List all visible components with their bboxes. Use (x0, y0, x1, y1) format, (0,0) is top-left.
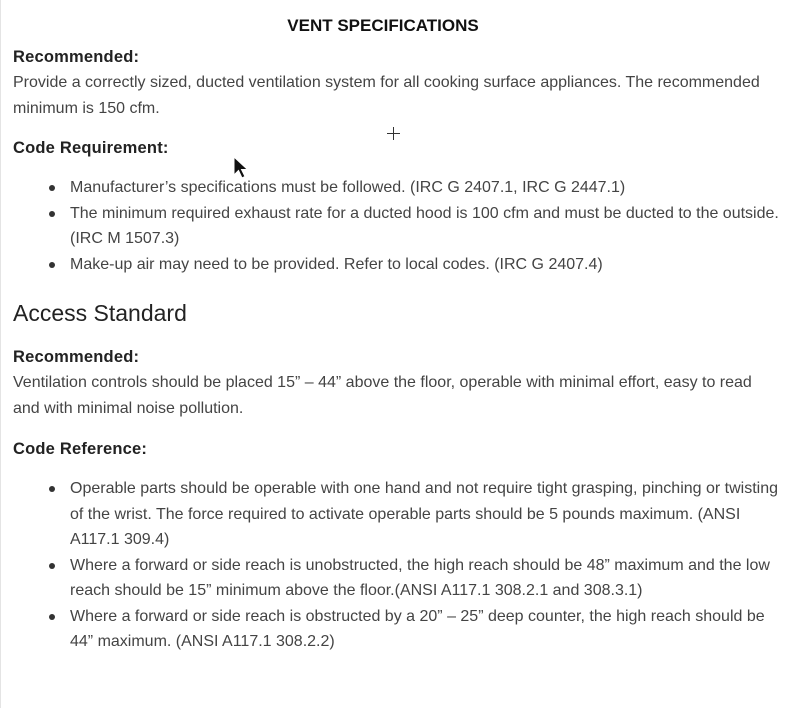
code-reference-label: Code Reference: (13, 440, 148, 458)
code-requirement-label: Code Requirement: (13, 139, 169, 157)
list-item: Make-up air may need to be provided. Refer to local codes. (IRC G 2407.4) (13, 252, 781, 278)
recommended-label: Recommended: (13, 48, 140, 66)
list-item: Manufacturer’s specifications must be followed. (IRC G 2407.1, IRC G 2447.1) (13, 175, 781, 201)
recommended-text: Ventilation controls should be placed 15” – 44” above the floor, operable with minimal effort, easy to read and with minimal noise pollution. (13, 374, 752, 417)
bullet-icon (49, 563, 55, 569)
page-title: VENT SPECIFICATIONS (287, 16, 479, 35)
list-item: Operable parts should be operable with one hand and not require tight grasping, pinching or twisting of the wrist. The force required to activate operable parts should be 5 pounds maximum. (ANSI A117.1 309.4) (13, 476, 781, 553)
bullet-icon (49, 262, 55, 268)
left-border (0, 0, 1, 708)
list-item: The minimum required exhaust rate for a ducted hood is 100 cfm and must be ducted to the outside. (IRC M 1507.3) (13, 201, 781, 252)
list-item: Where a forward or side reach is unobstructed, the high reach should be 48” maximum and the low reach should be 15” minimum above the floor.(ANSI A117.1 308.2.1 and 308.3.1) (13, 553, 781, 604)
bullet-icon (49, 211, 55, 217)
access-standard-heading: Access Standard (13, 300, 187, 326)
bullet-icon (49, 185, 55, 191)
code-reference-list (13, 476, 781, 655)
bullet-icon (49, 486, 55, 492)
code-requirement-list (13, 175, 781, 277)
recommended-text: Provide a correctly sized, ducted ventilation system for all cooking surface appliances. The recommended minimum is 150 cfm. (13, 74, 760, 117)
mouse-pointer-icon (233, 156, 249, 180)
crosshair-cursor-icon (387, 127, 400, 140)
recommended-label: Recommended: (13, 348, 140, 366)
bullet-icon (49, 614, 55, 620)
list-item: Where a forward or side reach is obstructed by a 20” – 25” deep counter, the high reach should be 44” maximum. (ANSI A117.1 308.2.2) (13, 604, 781, 655)
